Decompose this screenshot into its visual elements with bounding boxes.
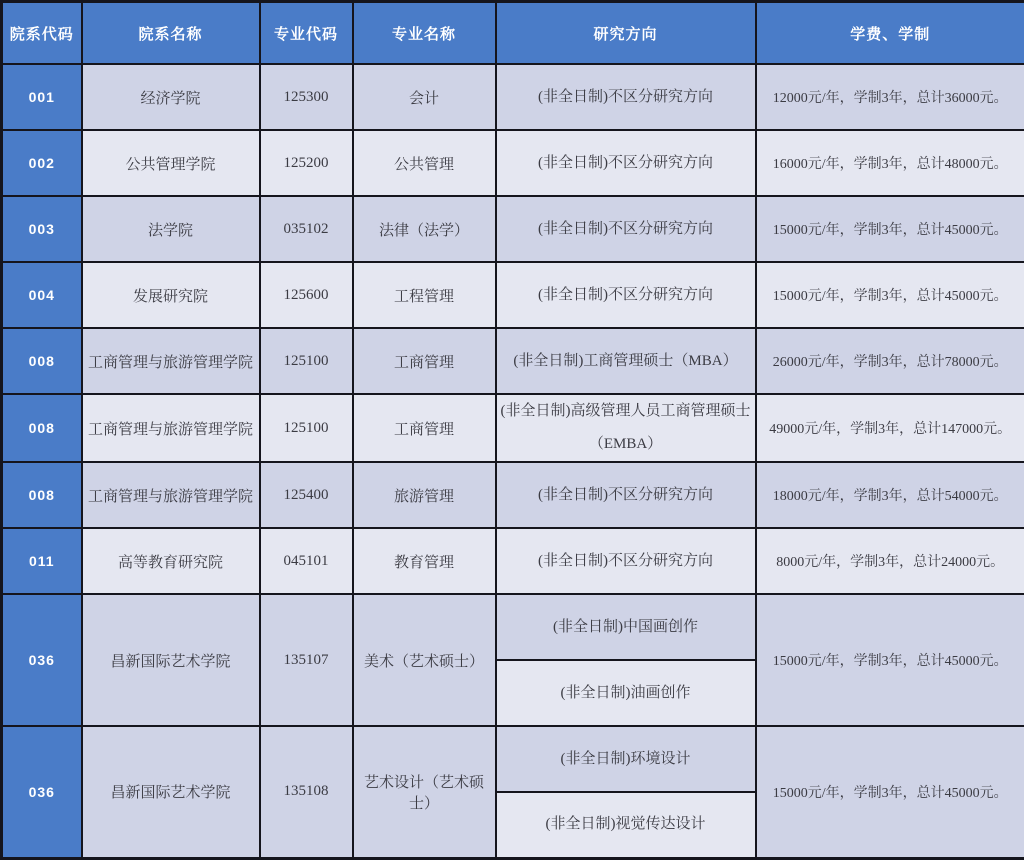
major-name-cell: 工商管理 <box>353 394 496 462</box>
major-name-cell: 教育管理 <box>353 528 496 594</box>
table-row <box>2 64 1024 130</box>
fee-cell: 15000元/年，学制3年，总计45000元。 <box>756 262 1024 328</box>
direction-cell: (非全日制)视觉传达设计 <box>496 792 756 858</box>
header-cell-major-name: 专业名称 <box>353 2 496 65</box>
table-row <box>2 328 1024 394</box>
fee-cell: 15000元/年，学制3年，总计45000元。 <box>756 594 1024 726</box>
dept-code-cell: 008 <box>2 328 82 394</box>
direction-cell: (非全日制)油画创作 <box>496 660 756 726</box>
major-code-cell: 125100 <box>260 328 353 394</box>
major-code-cell: 125300 <box>260 64 353 130</box>
table-row <box>2 130 1024 196</box>
table-row <box>2 196 1024 262</box>
dept-name-cell: 工商管理与旅游管理学院 <box>82 462 260 528</box>
fee-cell: 15000元/年，学制3年，总计45000元。 <box>756 726 1024 858</box>
dept-name-cell: 发展研究院 <box>82 262 260 328</box>
fee-cell: 49000元/年，学制3年，总计147000元。 <box>756 394 1024 462</box>
dept-code-cell: 008 <box>2 462 82 528</box>
direction-cell: (非全日制)不区分研究方向 <box>496 528 756 594</box>
header-cell-fee: 学费、学制 <box>756 2 1024 65</box>
major-code-cell: 125600 <box>260 262 353 328</box>
header-cell-dept-name: 院系名称 <box>82 2 260 65</box>
dept-code-cell: 001 <box>2 64 82 130</box>
dept-name-cell: 工商管理与旅游管理学院 <box>82 328 260 394</box>
direction-cell: (非全日制)不区分研究方向 <box>496 64 756 130</box>
table-header <box>2 2 1024 65</box>
header-cell-major-code: 专业代码 <box>260 2 353 65</box>
fee-cell: 16000元/年，学制3年，总计48000元。 <box>756 130 1024 196</box>
dept-name-cell: 工商管理与旅游管理学院 <box>82 394 260 462</box>
major-code-cell: 125400 <box>260 462 353 528</box>
major-code-cell: 125200 <box>260 130 353 196</box>
table-row <box>2 528 1024 594</box>
dept-name-cell: 昌新国际艺术学院 <box>82 726 260 858</box>
table-row <box>2 262 1024 328</box>
major-code-cell: 045101 <box>260 528 353 594</box>
table-row <box>2 462 1024 528</box>
dept-code-cell: 036 <box>2 594 82 726</box>
dept-code-cell: 003 <box>2 196 82 262</box>
dept-code-cell: 004 <box>2 262 82 328</box>
table-row <box>2 594 1024 660</box>
dept-name-cell: 公共管理学院 <box>82 130 260 196</box>
header-cell-dept-code: 院系代码 <box>2 2 82 65</box>
major-code-cell: 135108 <box>260 726 353 858</box>
fee-cell: 18000元/年，学制3年，总计54000元。 <box>756 462 1024 528</box>
major-name-cell: 旅游管理 <box>353 462 496 528</box>
table-row <box>2 394 1024 462</box>
dept-name-cell: 昌新国际艺术学院 <box>82 594 260 726</box>
dept-code-cell: 011 <box>2 528 82 594</box>
major-name-cell: 工程管理 <box>353 262 496 328</box>
major-name-cell: 美术（艺术硕士） <box>353 594 496 726</box>
header-cell-direction: 研究方向 <box>496 2 756 65</box>
fee-cell: 8000元/年，学制3年，总计24000元。 <box>756 528 1024 594</box>
direction-cell: (非全日制)不区分研究方向 <box>496 196 756 262</box>
table-row <box>2 726 1024 792</box>
major-name-cell: 艺术设计（艺术硕士） <box>353 726 496 858</box>
dept-code-cell: 036 <box>2 726 82 858</box>
dept-name-cell: 高等教育研究院 <box>82 528 260 594</box>
direction-cell: (非全日制)不区分研究方向 <box>496 462 756 528</box>
direction-cell: (非全日制)中国画创作 <box>496 594 756 660</box>
major-code-cell: 125100 <box>260 394 353 462</box>
direction-cell: (非全日制)不区分研究方向 <box>496 262 756 328</box>
major-name-cell: 公共管理 <box>353 130 496 196</box>
major-name-cell: 法律（法学） <box>353 196 496 262</box>
fee-cell: 26000元/年，学制3年，总计78000元。 <box>756 328 1024 394</box>
fee-cell: 15000元/年，学制3年，总计45000元。 <box>756 196 1024 262</box>
dept-name-cell: 法学院 <box>82 196 260 262</box>
direction-cell: (非全日制)高级管理人员工商管理硕士（EMBA） <box>496 394 756 462</box>
direction-cell: (非全日制)环境设计 <box>496 726 756 792</box>
dept-code-cell: 002 <box>2 130 82 196</box>
major-code-cell: 135107 <box>260 594 353 726</box>
direction-cell: (非全日制)工商管理硕士（MBA） <box>496 328 756 394</box>
major-name-cell: 工商管理 <box>353 328 496 394</box>
header-row <box>2 2 1024 65</box>
major-code-cell: 035102 <box>260 196 353 262</box>
dept-code-cell: 008 <box>2 394 82 462</box>
major-name-cell: 会计 <box>353 64 496 130</box>
dept-name-cell: 经济学院 <box>82 64 260 130</box>
direction-cell: (非全日制)不区分研究方向 <box>496 130 756 196</box>
table-body <box>2 64 1024 858</box>
fee-cell: 12000元/年，学制3年，总计36000元。 <box>756 64 1024 130</box>
